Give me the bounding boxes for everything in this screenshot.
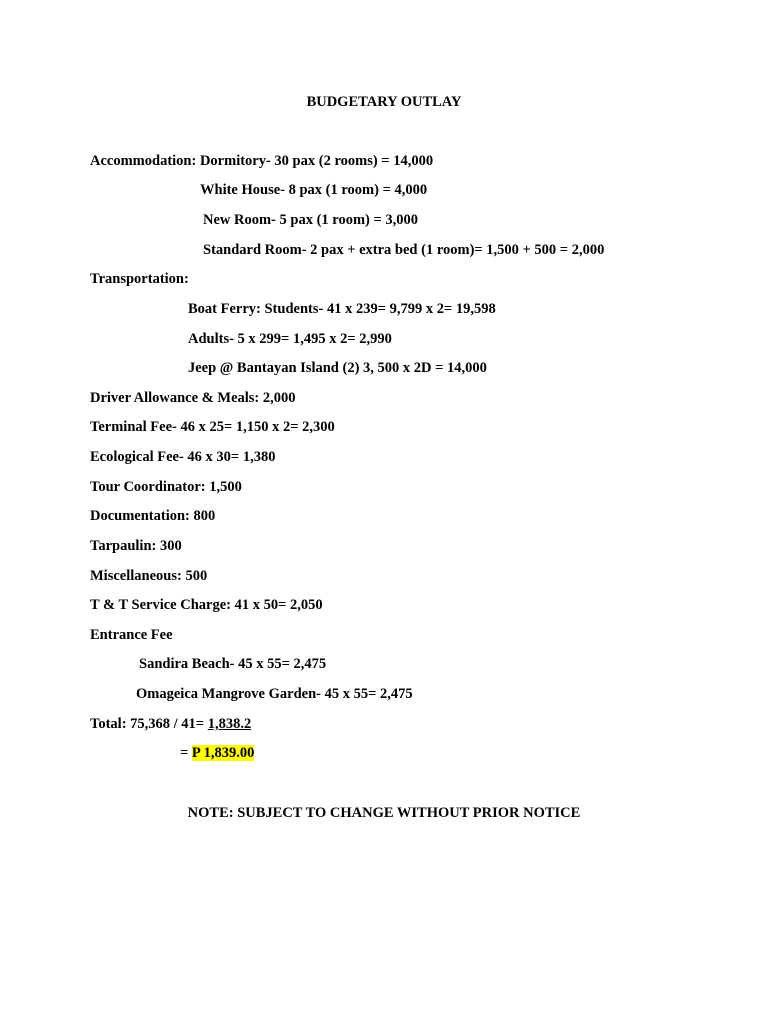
tarpaulin-text: Tarpaulin: 300	[90, 538, 182, 554]
adults-text: Adults- 5 x 299= 1,495 x 2= 2,990	[188, 331, 392, 347]
final-total-highlight: P 1,839.00	[191, 745, 255, 761]
ecological-fee-text: Ecological Fee- 46 x 30= 1,380	[90, 449, 276, 465]
transportation-label: Transportation:	[90, 271, 189, 287]
final-equals: =	[180, 745, 192, 761]
driver-allowance-text: Driver Allowance & Meals: 2,000	[90, 390, 296, 406]
omageica-mangrove-text: Omageica Mangrove Garden- 45 x 55= 2,475	[136, 686, 413, 702]
white-house-text: White House- 8 pax (1 room) = 4,000	[200, 182, 428, 198]
documentation-text: Documentation: 800	[90, 508, 216, 524]
final-total-line	[180, 744, 254, 762]
total-result: 1,838.2	[207, 716, 252, 732]
total-line	[90, 715, 251, 733]
terminal-fee-text: Terminal Fee- 46 x 25= 1,150 x 2= 2,300	[90, 419, 335, 435]
accommodation-label: Accommodation:	[90, 153, 197, 169]
note-text: NOTE: SUBJECT TO CHANGE WITHOUT PRIOR NOTICE	[187, 805, 581, 821]
dormitory-text: Dormitory- 30 pax (2 rooms) = 14,000	[199, 153, 434, 169]
jeep-text: Jeep @ Bantayan Island (2) 3, 500 x 2D = 14,000	[188, 360, 487, 376]
service-charge-text: T & T Service Charge: 41 x 50= 2,050	[90, 597, 323, 613]
total-prefix: Total: 75,368 / 41=	[90, 716, 208, 732]
accommodation-line	[90, 152, 433, 170]
sandira-beach-text: Sandira Beach- 45 x 55= 2,475	[139, 656, 327, 672]
entrance-fee-label: Entrance Fee	[90, 627, 173, 643]
standard-room-text: Standard Room- 2 pax + extra bed (1 room)= 1,500 + 500 = 2,000	[203, 242, 605, 258]
new-room-text: New Room- 5 pax (1 room) = 3,000	[203, 212, 418, 228]
miscellaneous-text: Miscellaneous: 500	[90, 568, 208, 584]
boat-ferry-text: Boat Ferry: Students- 41 x 239= 9,799 x 2= 19,598	[188, 301, 496, 317]
page-title: BUDGETARY OUTLAY	[306, 94, 462, 110]
tour-coordinator-text: Tour Coordinator: 1,500	[90, 479, 242, 495]
